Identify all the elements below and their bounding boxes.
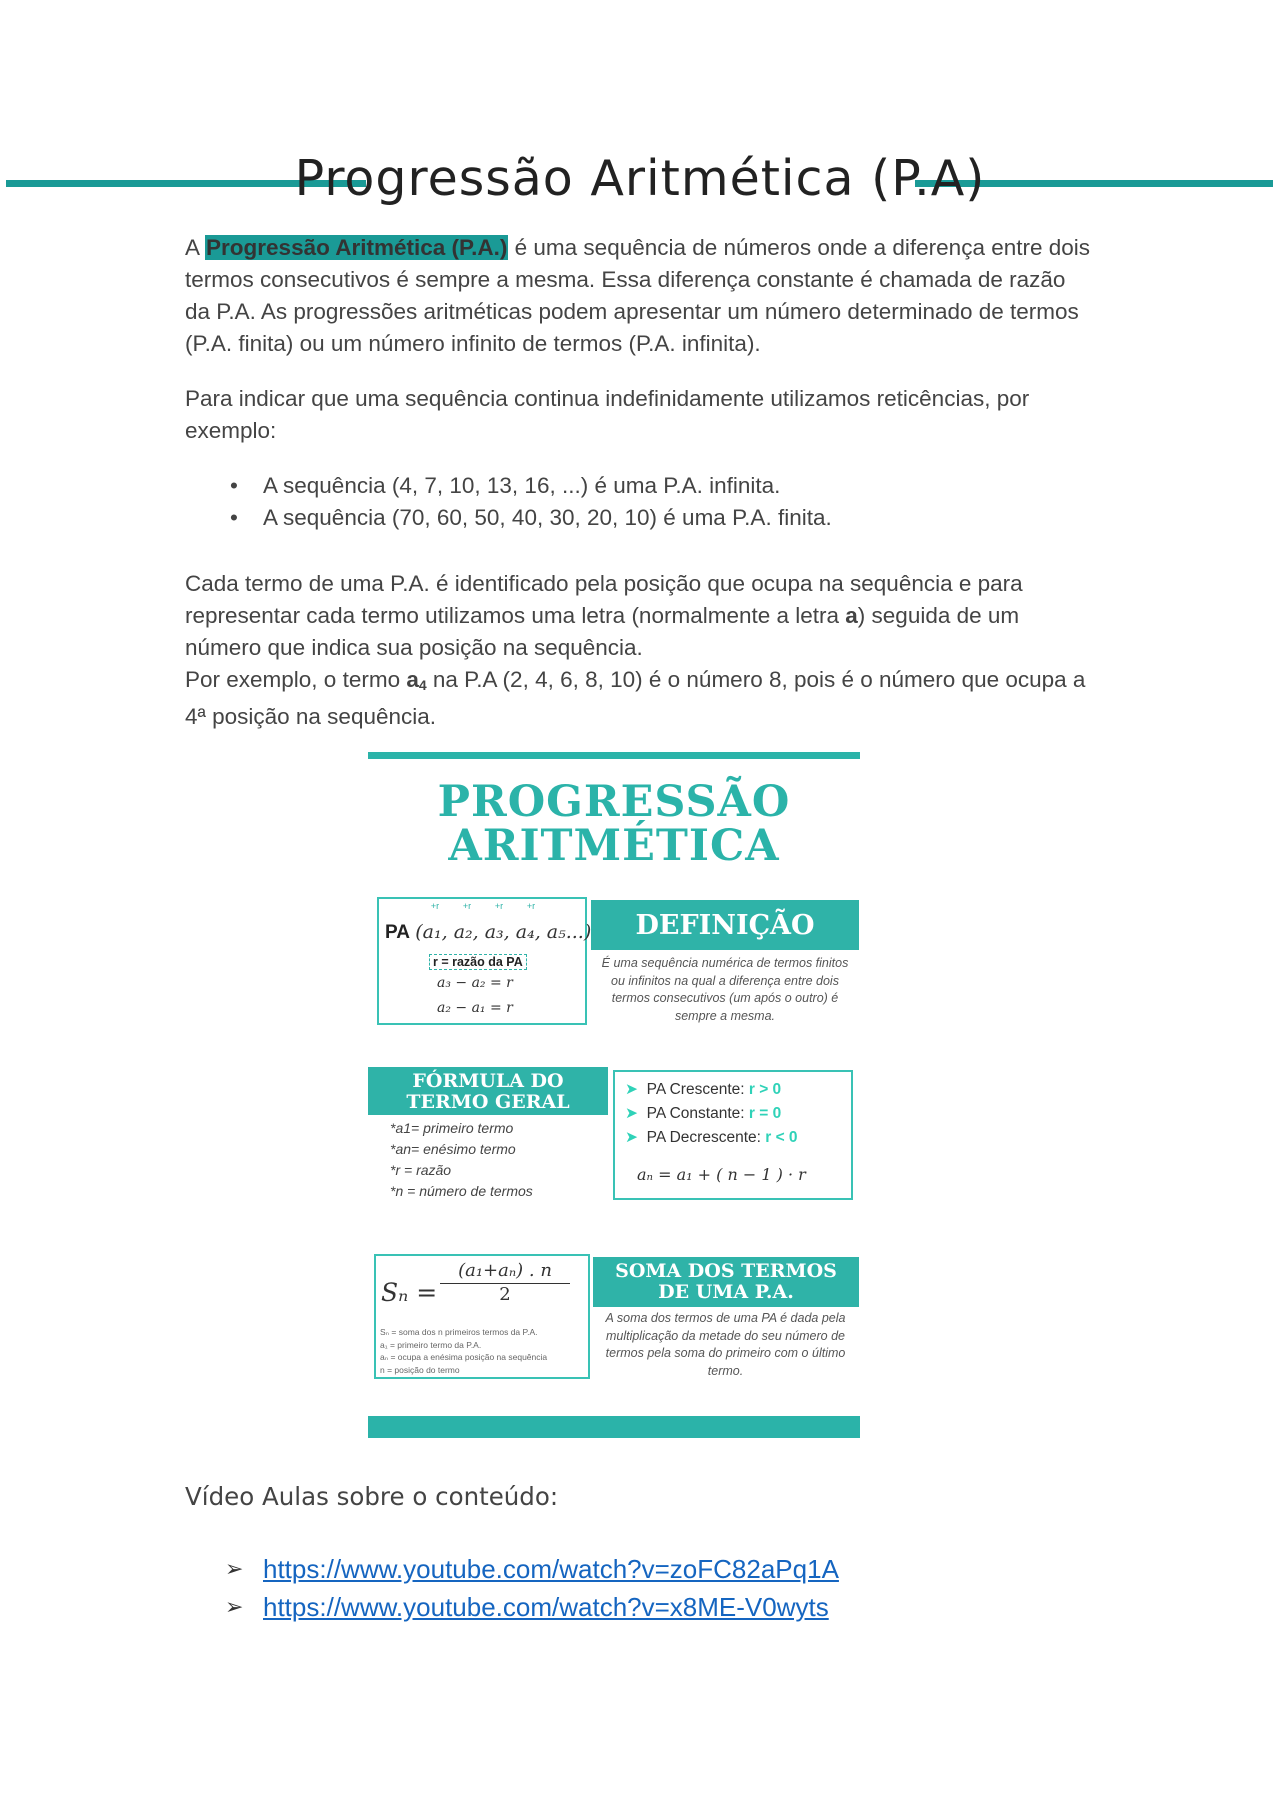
r-arrow-label: +r — [462, 901, 472, 911]
sum-lhs: Sₙ = — [381, 1278, 438, 1307]
sum-panel — [374, 1254, 590, 1379]
soma-header — [593, 1257, 859, 1307]
infographic — [368, 752, 860, 1438]
check-arrow-icon: ➤ — [625, 1129, 638, 1146]
list-item — [225, 1550, 839, 1588]
example-term-letter: a — [406, 667, 419, 692]
example-rest: na P.A (2, 4, 6, 8, 10) é o número 8, pois é o número que ocupa a 4ª posição na sequência. — [185, 667, 1086, 729]
pa-label: PA — [385, 922, 410, 943]
general-formula: aₙ = a₁ + ( n − 1 ) · r — [637, 1165, 806, 1184]
r-arrows — [419, 901, 547, 911]
bullet-icon: • — [230, 505, 238, 530]
example-term — [406, 667, 426, 692]
pa-type-constante — [625, 1104, 781, 1123]
pa-type-value: r < 0 — [765, 1129, 798, 1146]
term-text-2: ) seguida de um número que indica sua posição na sequência. — [185, 603, 1020, 660]
list-item-text: A sequência (4, 7, 10, 13, 16, ...) é uma P.A. infinita. — [263, 473, 781, 498]
formula-item: *a1= primeiro termo — [390, 1120, 514, 1136]
sum-notes — [380, 1326, 547, 1376]
infographic-title-line1: PROGRESSÃO — [437, 777, 791, 827]
r-arrow-label: +r — [526, 901, 536, 911]
video-links-list — [225, 1550, 839, 1626]
soma-title-1: SOMA DOS TERMOS — [615, 1260, 837, 1282]
video-lessons-heading: Vídeo Aulas sobre o conteúdo: — [185, 1482, 559, 1511]
pa-type-value: r > 0 — [748, 1081, 782, 1098]
eq-a2-a1: a₂ − a₁ = r — [437, 1000, 513, 1016]
ellipsis-paragraph: Para indicar que uma sequência continua indefinidamente utilizamos reticências, por exemplo: — [185, 386, 1030, 443]
intro-prefix: A — [185, 235, 206, 260]
list-item — [225, 1588, 839, 1626]
definicao-text: É uma sequência numérica de termos finitos ou infinitos na qual a diferença entre dois termos consecutivos (um após o outro) é sempre a mesma. — [601, 956, 849, 1023]
pa-sequence — [385, 921, 591, 944]
arrow-bullet-icon: ➢ — [225, 1594, 244, 1619]
intro-paragraph — [185, 232, 1095, 360]
pa-seq: (a₁, a₂, a₃, a₄, a₅...) — [415, 921, 592, 943]
intro-rest: é uma sequência de números onde a diferença entre dois termos consecutivos é sempre a mesma. Essa diferença constante é chamada de razão da P.A. As progressões aritméticas podem apresentar um número determinado de termos (P.A. finita) ou um número infinito de termos (P.A. infinita). — [185, 235, 1091, 356]
check-arrow-icon: ➤ — [625, 1105, 638, 1122]
formula-item: *n = número de termos — [390, 1183, 533, 1199]
soma-text: A soma dos termos de uma PA é dada pela multiplicação da metade do seu número de termos pela soma do primeiro com o último termo. — [605, 1311, 846, 1378]
term-paragraph — [185, 568, 1095, 733]
pa-panel — [377, 897, 592, 1025]
pa-type-label: PA Decrescente: — [646, 1129, 766, 1146]
eq-a3-a2: a₃ − a₂ = r — [437, 975, 513, 991]
sum-note: Sₙ = soma dos n primeiros termos da P.A. — [380, 1327, 538, 1337]
list-item-text: A sequência (70, 60, 50, 40, 30, 20, 10) é uma P.A. finita. — [263, 505, 832, 530]
formula-header — [368, 1067, 608, 1115]
term-text-1: Cada termo de uma P.A. é identificado pela posição que ocupa na sequência e para representar cada termo utilizamos uma letra (normalmente a letra — [185, 571, 1023, 628]
pa-type-label: PA Constante: — [646, 1105, 749, 1122]
sum-numerator: (a₁+aₙ) . n — [440, 1260, 570, 1284]
check-arrow-icon: ➤ — [625, 1081, 638, 1098]
arrow-bullet-icon: ➢ — [225, 1556, 244, 1581]
video-link-2[interactable]: https://www.youtube.com/watch?v=x8ME-V0wyts — [263, 1592, 829, 1622]
term-letter: a — [845, 603, 858, 628]
formula-items — [390, 1118, 533, 1202]
document-body — [185, 232, 1095, 733]
infographic-title-line2: ARITMÉTICA — [448, 821, 780, 871]
sum-denominator: 2 — [499, 1284, 511, 1305]
list-item — [185, 502, 1095, 534]
bullet-icon: • — [230, 473, 238, 498]
list-item — [185, 470, 1095, 502]
pa-type-crescente — [625, 1080, 781, 1099]
formula-item: *an= enésimo termo — [390, 1141, 516, 1157]
definicao-header: DEFINIÇÃO — [591, 900, 859, 950]
sum-note: n = posição do termo — [380, 1364, 460, 1375]
r-arrow-label: +r — [494, 901, 504, 911]
pa-type-value: r = 0 — [748, 1105, 782, 1122]
example-prefix: Por exemplo, o termo — [185, 667, 407, 692]
example-term-subscript: 4 — [418, 677, 427, 693]
razao-box: r = razão da PA — [429, 954, 527, 970]
sum-fraction — [440, 1260, 570, 1305]
infographic-bottom-band — [368, 1416, 860, 1438]
video-link-1[interactable]: https://www.youtube.com/watch?v=zoFC82aPq1A — [263, 1554, 839, 1584]
r-arrow-label: +r — [430, 901, 440, 911]
pa-type-label: PA Crescente: — [646, 1081, 749, 1098]
formula-title-1: FÓRMULA DO — [412, 1070, 564, 1092]
page-title: Progressão Aritmética (P.A) — [294, 150, 986, 207]
formula-item: *r = razão — [390, 1162, 452, 1178]
formula-title-2: TERMO GERAL — [406, 1091, 570, 1113]
pa-types-panel — [613, 1070, 853, 1200]
sum-note: aₙ = ocupa a enésima posição na sequência — [380, 1352, 548, 1362]
highlighted-term: Progressão Aritmética (P.A.) — [206, 235, 508, 260]
example-list — [185, 470, 1095, 534]
soma-title-2: DE UMA P.A. — [658, 1281, 794, 1303]
pa-type-decrescente — [625, 1128, 798, 1147]
sum-note: a₁ = primeiro termo da P.A. — [380, 1339, 482, 1350]
infographic-top-band — [368, 752, 860, 759]
